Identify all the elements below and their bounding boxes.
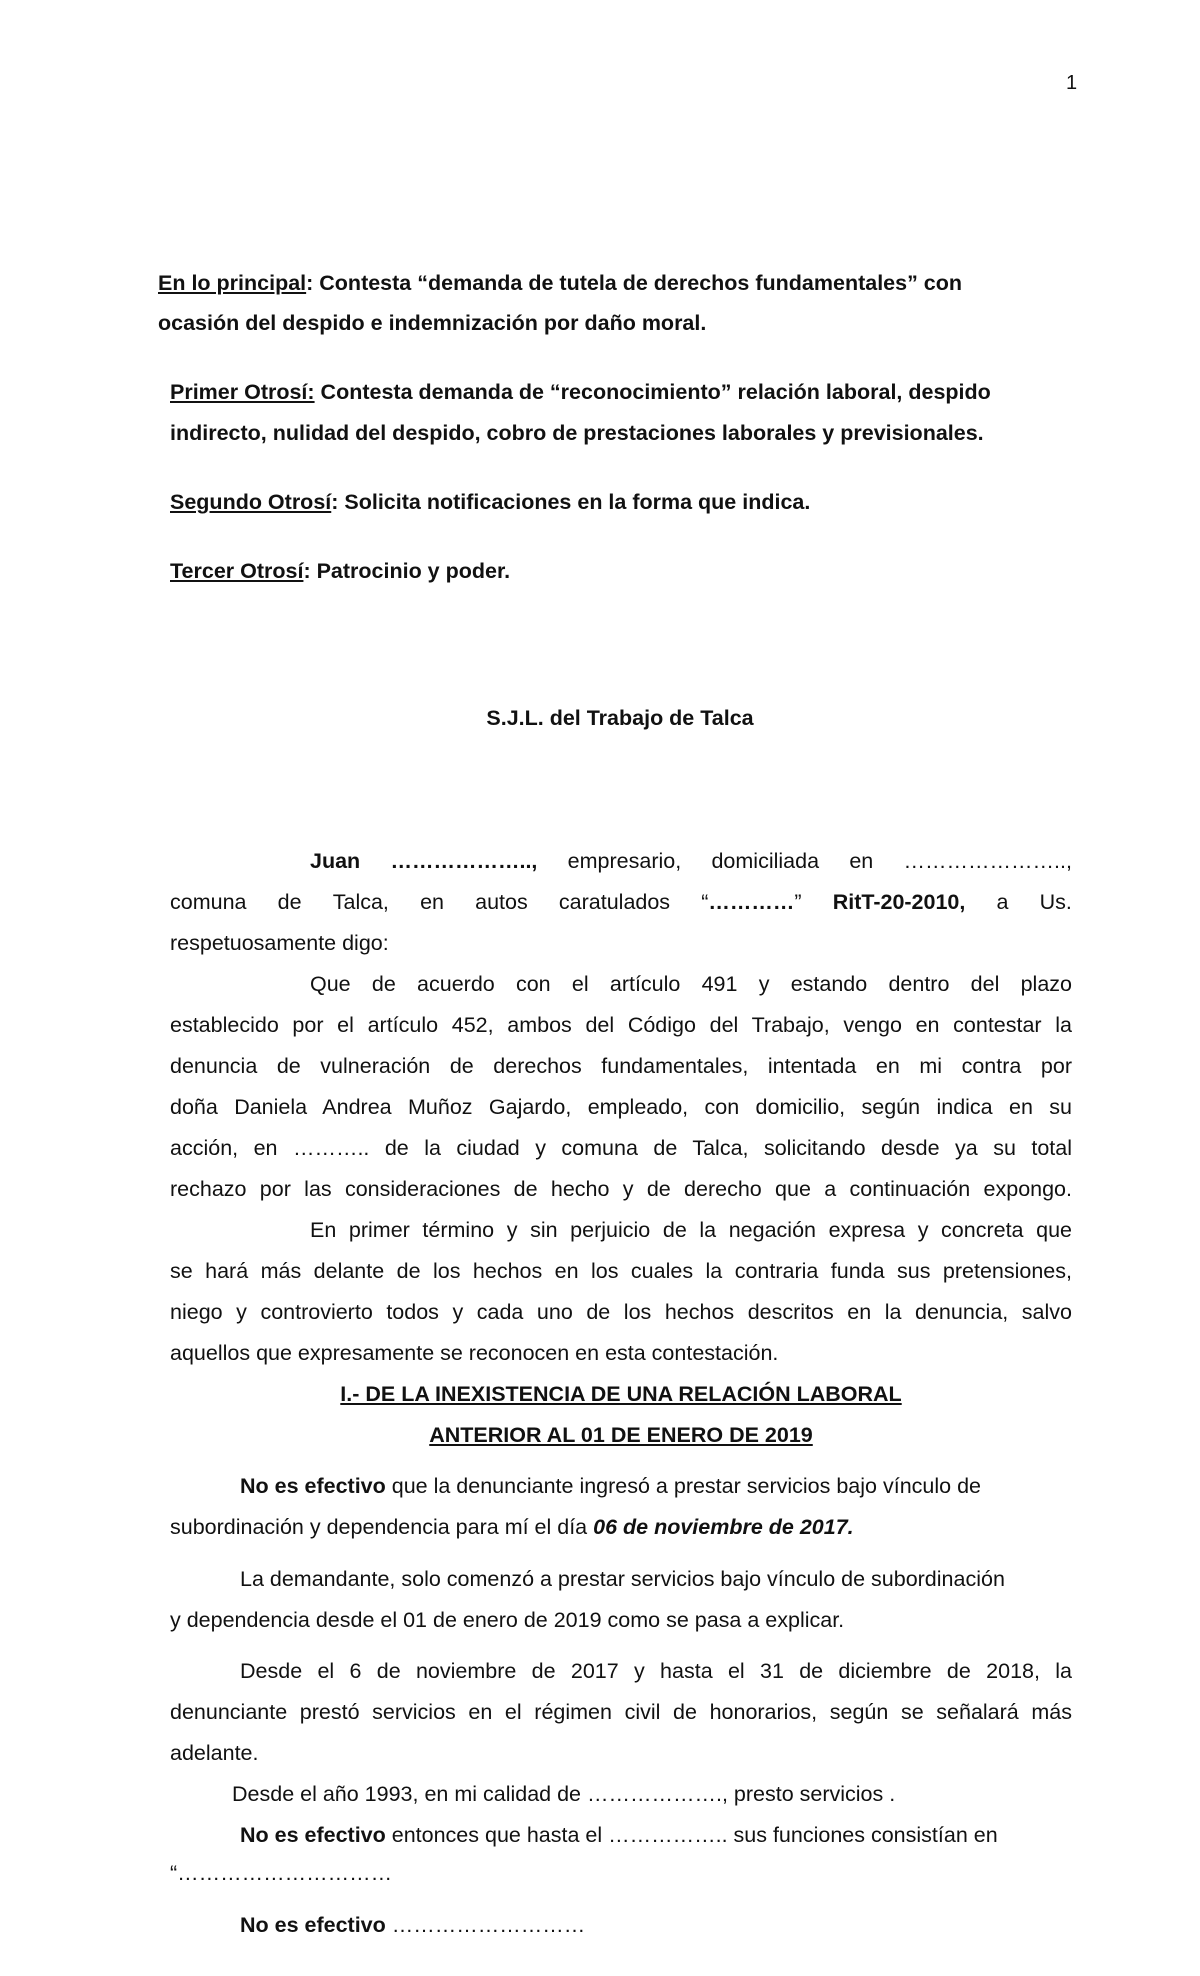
paragraph1-line: rechazo por las consideraciones de hecho y de derecho que a continuación expongo. <box>170 1177 1072 1201</box>
word: caratulados <box>558 890 671 914</box>
paragraph7-line2: “………………………… <box>170 1861 393 1885</box>
paragraph3-text: subordinación y dependencia para mí el día <box>170 1515 594 1539</box>
segundo-otrosi-text: : Solicita notificaciones en la forma que indica. <box>331 490 811 514</box>
comparecencia-line2 <box>170 887 1072 917</box>
paragraph2-line: se hará más delante de los hechos en los cuales la contraria funda sus pretensiones, <box>170 1259 1072 1283</box>
sumilla-segundo <box>170 487 810 517</box>
paragraph5-line: Desde el 6 de noviembre de 2017 y hasta el 31 de diciembre de 2018, la <box>240 1659 1072 1683</box>
comparecencia-line3: respetuosamente digo: <box>170 931 389 955</box>
paragraph4-line: y dependencia desde el 01 de enero de 2019 como se pasa a explicar. <box>170 1608 845 1632</box>
paragraph2-line: aquellos que expresamente se reconocen en esta contestación. <box>170 1341 779 1365</box>
primer-otrosi-text: Contesta demanda de “reconocimiento” relación laboral, despido <box>314 380 991 404</box>
paragraph5-line: adelante. <box>170 1741 259 1765</box>
no-es-efectivo: No es efectivo <box>240 1823 386 1847</box>
open-quote: “ <box>701 890 709 914</box>
no-es-efectivo: No es efectivo <box>240 1913 386 1937</box>
paragraph1-line: Que de acuerdo con el artículo 491 y estando dentro del plazo <box>310 972 1072 996</box>
paragraph8-dots: ……………………… <box>385 1913 586 1937</box>
section-heading-line1: I.- DE LA INEXISTENCIA DE UNA RELACIÓN LABORAL <box>340 1382 902 1406</box>
paragraph4-line: La demandante, solo comenzó a prestar servicios bajo vínculo de subordinación <box>240 1567 1005 1591</box>
word: Talca, <box>332 890 389 914</box>
word: en <box>420 890 444 914</box>
date-emphasis: 06 de noviembre de 2017. <box>593 1515 854 1539</box>
word: de <box>277 890 302 914</box>
close-quote: ” <box>794 890 802 914</box>
address-dots: ………………….., <box>903 849 1072 873</box>
principal-label: En lo principal <box>158 271 307 295</box>
paragraph6-line: Desde el año 1993, en mi calidad de ………………., presto servicios . <box>232 1782 896 1806</box>
paragraph3-text: que la denunciante ingresó a prestar servicios bajo vínculo de <box>385 1474 981 1498</box>
sumilla-tercer <box>170 556 510 586</box>
paragraph3-line1 <box>240 1471 981 1501</box>
section-heading-line2: ANTERIOR AL 01 DE ENERO DE 2019 <box>429 1423 813 1447</box>
paragraph1-line: establecido por el artículo 452, ambos del Código del Trabajo, vengo en contestar la <box>170 1013 1072 1037</box>
word: comuna <box>170 890 247 914</box>
word: en <box>849 849 874 873</box>
paragraph1-line: doña Daniela Andrea Muñoz Gajardo, empleado, con domicilio, según indica en su <box>170 1095 1072 1119</box>
paragraph5-line: denunciante prestó servicios en el régimen civil de honorarios, según se señalará más <box>170 1700 1072 1724</box>
sumilla-principal-line1 <box>158 268 962 298</box>
tercer-otrosi-text: : Patrocinio y poder. <box>303 559 511 583</box>
name-juan: Juan <box>310 849 361 873</box>
word: a <box>996 890 1009 914</box>
sumilla-primer-line2: indirecto, nulidad del despido, cobro de prestaciones laborales y previsionales. <box>170 421 984 445</box>
word: Us. <box>1039 890 1072 914</box>
paragraph2-line: niego y controvierto todos y cada uno de los hechos descritos en la denuncia, salvo <box>170 1300 1072 1324</box>
tercer-otrosi-label: Tercer Otrosí <box>170 559 304 583</box>
no-es-efectivo: No es efectivo <box>240 1474 386 1498</box>
page-number: 1 <box>1066 72 1078 94</box>
word: autos <box>475 890 528 914</box>
sumilla-principal-line2: ocasión del despido e indemnización por daño moral. <box>158 311 707 335</box>
paragraph8-line <box>240 1910 585 1940</box>
paragraph3-line2 <box>170 1512 854 1542</box>
name-dots: ……………….., <box>390 849 538 873</box>
caratula-dots: ………… <box>708 890 795 914</box>
caratula <box>701 887 801 917</box>
paragraph1-line: acción, en ……….. de la ciudad y comuna de Talca, solicitando desde ya su total <box>170 1136 1072 1160</box>
word: domiciliada <box>711 849 820 873</box>
tribunal-heading: S.J.L. del Trabajo de Talca <box>486 706 754 730</box>
segundo-otrosi-label: Segundo Otrosí <box>170 490 332 514</box>
paragraph1-line: denuncia de vulneración de derechos fundamentales, intentada en mi contra por <box>170 1054 1072 1078</box>
paragraph7-text: entonces que hasta el …………….. sus funciones consistían en <box>385 1823 998 1847</box>
primer-otrosi-label: Primer Otrosí: <box>170 380 315 404</box>
comparecencia-line1 <box>310 846 1072 876</box>
paragraph2-line: En primer término y sin perjuicio de la negación expresa y concreta que <box>310 1218 1072 1242</box>
rit-number: RitT-20-2010, <box>832 890 966 914</box>
sumilla-primer-line1 <box>170 377 991 407</box>
paragraph7-line1 <box>240 1820 998 1850</box>
principal-text: : Contesta “demanda de tutela de derechos fundamentales” con <box>306 271 963 295</box>
word: empresario, <box>567 849 682 873</box>
